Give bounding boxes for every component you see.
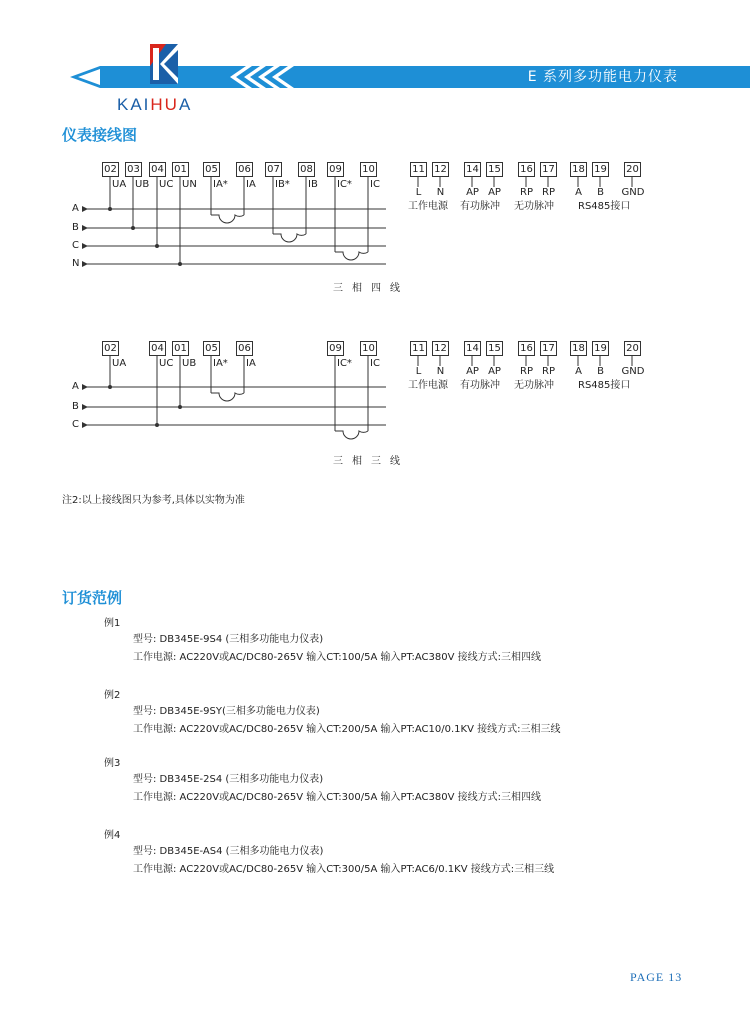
example-spec: 工作电源: AC220V或AC/DC80-265V 输入CT:200/5A 输入PT:AC10/0.1KV 接线方式:三相三线 — [133, 724, 561, 735]
example-spec: 工作电源: AC220V或AC/DC80-265V 输入CT:100/5A 输入PT:AC380V 接线方式:三相四线 — [133, 652, 541, 663]
d1-caption: 三相四线 — [333, 283, 409, 294]
d1-terminal-label: IC* — [337, 179, 352, 190]
example-label: 例2 — [104, 690, 121, 701]
aux2-terminal: 18 — [570, 341, 587, 356]
d1-terminal: 02 — [102, 162, 119, 177]
example-model: 型号: DB345E-2S4 (三相多功能电力仪表) — [133, 774, 324, 785]
d2-terminal: 02 — [102, 341, 119, 356]
d1-terminal: 06 — [236, 162, 253, 177]
wiring-note: 注2:以上接线图只为参考,具体以实物为准 — [62, 495, 245, 506]
example-label: 例1 — [104, 618, 121, 629]
aux1-terminal: 12 — [432, 162, 449, 177]
aux2-terminal: 14 — [464, 341, 481, 356]
aux2-terminal: 17 — [540, 341, 557, 356]
aux2-terminal: 20 — [624, 341, 641, 356]
aux1-group: 有功脉冲 — [460, 201, 500, 212]
d1-terminal: 03 — [125, 162, 142, 177]
aux1-label: GND — [621, 187, 645, 198]
aux1-terminal: 19 — [592, 162, 609, 177]
d2-phase-label: C — [72, 419, 79, 430]
aux2-terminal: 16 — [518, 341, 535, 356]
aux2-group: 工作电源 — [408, 380, 448, 391]
page-number: PAGE 13 — [630, 970, 683, 984]
d1-phase-label: C — [72, 240, 79, 251]
logo-text: KAIHUA — [117, 95, 193, 114]
aux1-terminal: 16 — [518, 162, 535, 177]
aux2-label: AP — [488, 366, 501, 377]
d2-terminal: 09 — [327, 341, 344, 356]
d1-terminal-label: UB — [135, 179, 150, 190]
d1-phase-label: A — [72, 203, 79, 214]
aux1-terminal: 15 — [486, 162, 503, 177]
d2-terminal-label: IC — [370, 358, 380, 369]
d1-phase-label: B — [72, 222, 79, 233]
d2-terminal: 04 — [149, 341, 166, 356]
d1-terminal: 05 — [203, 162, 220, 177]
aux2-label: A — [575, 366, 582, 377]
header-title: E 系列多功能电力仪表 — [527, 69, 678, 85]
example-model: 型号: DB345E-AS4 (三相多功能电力仪表) — [133, 846, 324, 857]
aux1-group: 无功脉冲 — [514, 201, 554, 212]
example-model: 型号: DB345E-9S4 (三相多功能电力仪表) — [133, 634, 324, 645]
d2-terminal-label: UB — [182, 358, 197, 369]
d1-terminal-label: IA — [246, 179, 256, 190]
aux2-group: 有功脉冲 — [460, 380, 500, 391]
aux2-terminal: 11 — [410, 341, 427, 356]
d2-terminal-label: UC — [159, 358, 174, 369]
aux1-label: L — [415, 187, 422, 198]
d1-terminal: 04 — [149, 162, 166, 177]
d1-terminal-label: IB* — [275, 179, 290, 190]
aux1-group: RS485接口 — [578, 201, 631, 212]
d1-terminal-label: IB — [308, 179, 318, 190]
example-model: 型号: DB345E-9SY(三相多功能电力仪表) — [133, 706, 320, 717]
d2-terminal: 01 — [172, 341, 189, 356]
example-spec: 工作电源: AC220V或AC/DC80-265V 输入CT:300/5A 输入PT:AC380V 接线方式:三相四线 — [133, 792, 541, 803]
d1-terminal: 10 — [360, 162, 377, 177]
aux1-label: AP — [466, 187, 479, 198]
d2-phase-label: A — [72, 381, 79, 392]
section-title-wiring: 仪表接线图 — [62, 126, 138, 144]
aux2-label: RP — [542, 366, 555, 377]
aux1-terminal: 14 — [464, 162, 481, 177]
aux2-label: N — [436, 366, 445, 377]
aux1-label: RP — [542, 187, 555, 198]
d1-terminal-label: IC — [370, 179, 380, 190]
d1-terminal: 09 — [327, 162, 344, 177]
d2-terminal: 06 — [236, 341, 253, 356]
section-title-order: 订货范例 — [62, 589, 123, 607]
aux1-terminal: 11 — [410, 162, 427, 177]
d1-phase-label: N — [72, 258, 80, 269]
aux2-terminal: 12 — [432, 341, 449, 356]
aux2-label: B — [597, 366, 604, 377]
d1-terminal-label: IA* — [213, 179, 228, 190]
d2-terminal-label: IC* — [337, 358, 352, 369]
d1-terminal-label: UC — [159, 179, 174, 190]
aux1-label: AP — [488, 187, 501, 198]
aux1-terminal: 17 — [540, 162, 557, 177]
d1-terminal-label: UA — [112, 179, 127, 190]
example-spec: 工作电源: AC220V或AC/DC80-265V 输入CT:300/5A 输入PT:AC6/0.1KV 接线方式:三相三线 — [133, 864, 555, 875]
d2-caption: 三相三线 — [333, 456, 409, 467]
example-label: 例3 — [104, 758, 121, 769]
header-decor — [0, 0, 750, 130]
d2-terminal: 10 — [360, 341, 377, 356]
d1-terminal: 07 — [265, 162, 282, 177]
aux1-label: A — [575, 187, 582, 198]
d2-phase-label: B — [72, 401, 79, 412]
aux2-group: 无功脉冲 — [514, 380, 554, 391]
d2-terminal: 05 — [203, 341, 220, 356]
kaihua-logo-mark-icon — [150, 44, 178, 84]
d2-terminal-label: UA — [112, 358, 127, 369]
example-label: 例4 — [104, 830, 121, 841]
d1-terminal: 08 — [298, 162, 315, 177]
d2-terminal-label: IA* — [213, 358, 228, 369]
aux1-label: RP — [520, 187, 533, 198]
d2-terminal-label: IA — [246, 358, 256, 369]
aux1-group: 工作电源 — [408, 201, 448, 212]
aux2-terminal: 19 — [592, 341, 609, 356]
aux2-label: RP — [520, 366, 533, 377]
aux1-terminal: 18 — [570, 162, 587, 177]
d1-terminal-label: UN — [182, 179, 197, 190]
aux1-label: B — [597, 187, 604, 198]
d1-terminal: 01 — [172, 162, 189, 177]
aux2-terminal: 15 — [486, 341, 503, 356]
aux2-label: GND — [621, 366, 645, 377]
aux1-terminal: 20 — [624, 162, 641, 177]
header-chevrons-icon — [230, 66, 294, 88]
aux2-label: L — [415, 366, 422, 377]
aux2-group: RS485接口 — [578, 380, 631, 391]
aux1-label: N — [436, 187, 445, 198]
aux2-label: AP — [466, 366, 479, 377]
